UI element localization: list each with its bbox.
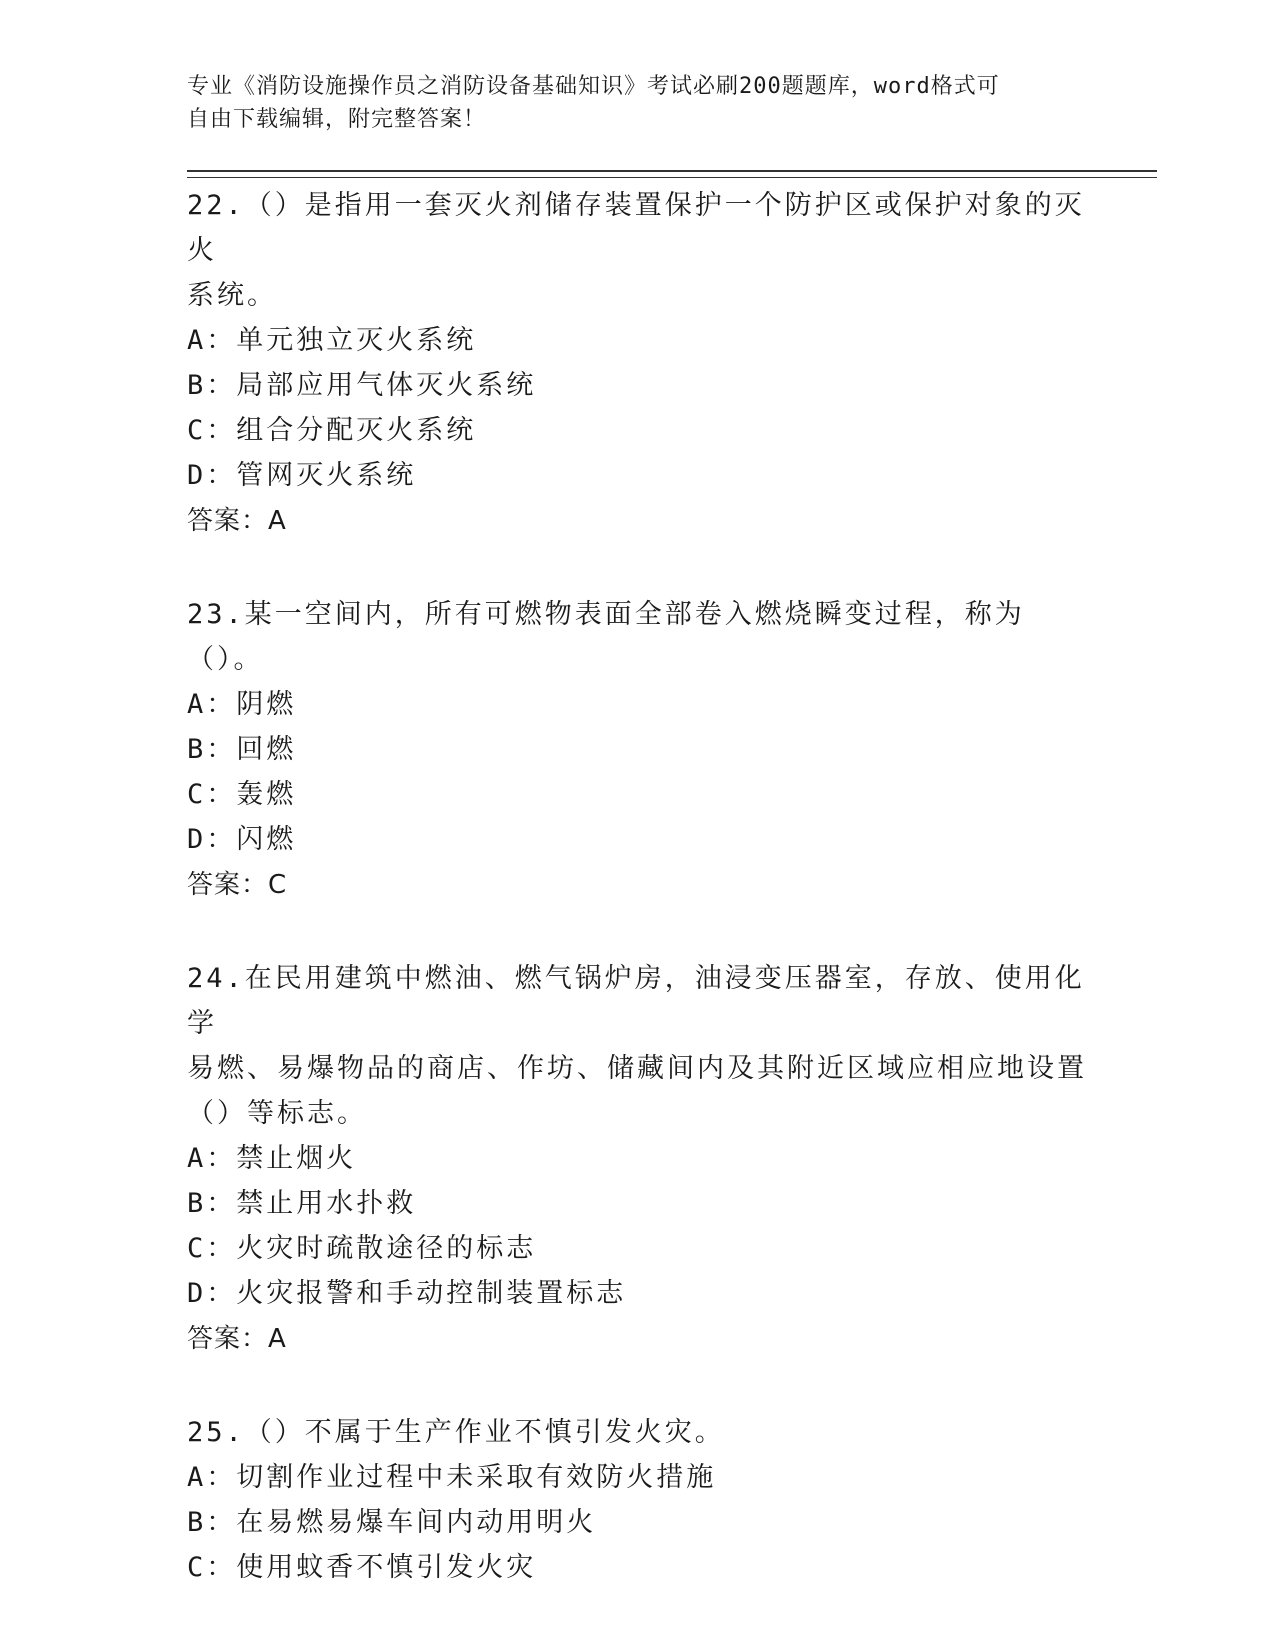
answer: 答案：A [187,1324,287,1354]
header-divider [187,170,1157,178]
option-a: A：禁止烟火 [187,1143,357,1174]
question-stem: 24.在民用建筑中燃油、燃气锅炉房，油浸变压器室，存放、使用化学 [187,963,1085,1039]
question-23 [187,592,1157,908]
option-b: B：禁止用水扑救 [187,1188,417,1219]
option-b: B：在易燃易爆车间内动用明火 [187,1507,597,1538]
document-header [187,70,1157,136]
question-22 [187,183,1157,544]
option-c: C：火灾时疏散途径的标志 [187,1233,537,1264]
option-a: A：单元独立灭火系统 [187,325,477,356]
question-stem: 易燃、易爆物品的商店、作坊、储藏间内及其附近区域应相应地设置 [187,1053,1087,1084]
option-b: B：回燃 [187,734,297,765]
answer: 答案：A [187,506,287,536]
header-line-1: 专业《消防设施操作员之消防设备基础知识》考试必刷200题题库，word格式可 [187,74,1000,99]
question-stem: 23.某一空间内，所有可燃物表面全部卷入燃烧瞬变过程，称为（）。 [187,599,1025,675]
question-stem: 系统。 [187,280,277,311]
question-25 [187,1410,1157,1590]
option-c: C：轰燃 [187,779,297,810]
option-d: D：管网灭火系统 [187,460,417,491]
option-a: A：切割作业过程中未采取有效防火措施 [187,1462,717,1493]
option-d: D：闪燃 [187,824,297,855]
question-stem: （）等标志。 [187,1098,367,1129]
question-stem: 25.（）不属于生产作业不慎引发火灾。 [187,1417,725,1448]
header-line-2: 自由下载编辑，附完整答案！ [187,107,487,132]
option-b: B：局部应用气体灭火系统 [187,370,537,401]
document-page [187,70,1157,1638]
question-list [187,183,1157,1590]
question-stem: 22.（）是指用一套灭火剂储存装置保护一个防护区或保护对象的灭火 [187,190,1085,266]
question-24 [187,956,1157,1362]
option-d: D：火灾报警和手动控制装置标志 [187,1278,627,1309]
option-c: C：组合分配灭火系统 [187,415,477,446]
option-c: C：使用蚊香不慎引发火灾 [187,1552,537,1583]
answer: 答案：C [187,870,288,900]
option-a: A：阴燃 [187,689,297,720]
